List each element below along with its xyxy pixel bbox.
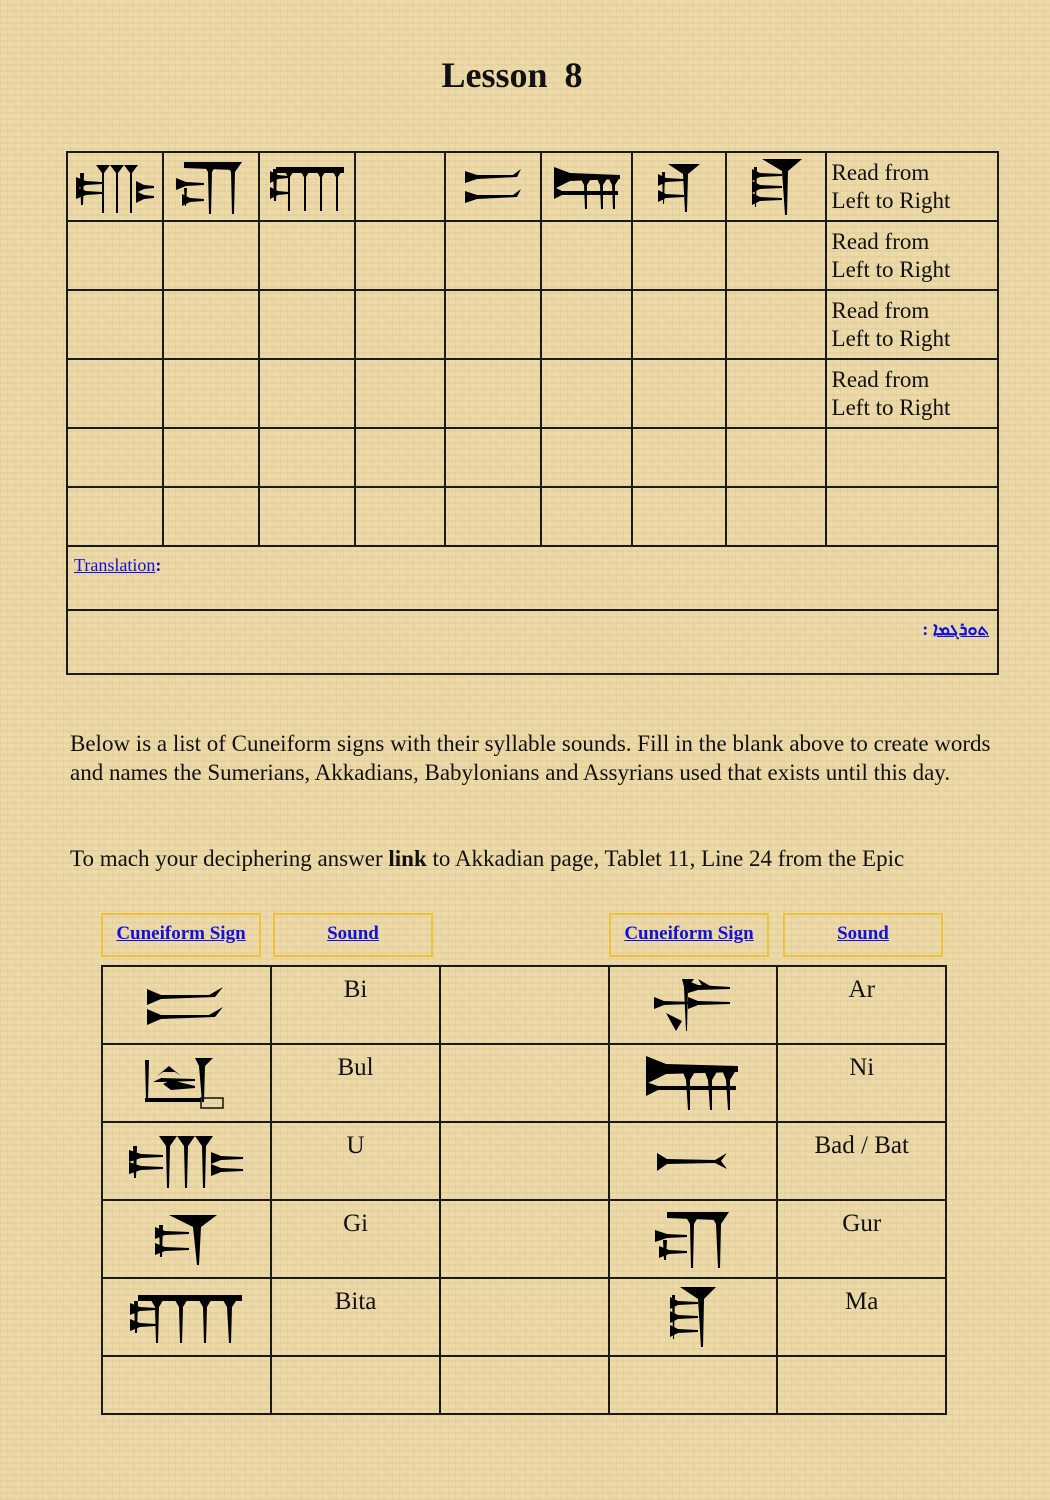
grid-cell[interactable] xyxy=(163,290,259,359)
grid-cell[interactable] xyxy=(632,428,726,487)
syriac-translation-link[interactable]: ܬܘܪܓܡܐ xyxy=(932,619,989,639)
translation-row[interactable] xyxy=(67,546,998,610)
header-cuneiform-sign-right[interactable] xyxy=(609,913,769,957)
spacer-cell xyxy=(440,966,608,1044)
grid-cell[interactable] xyxy=(541,359,632,428)
grid-cell[interactable] xyxy=(445,428,541,487)
translation-link[interactable]: Translation xyxy=(74,555,156,575)
syriac-colon: : xyxy=(922,619,929,639)
empty-cell xyxy=(440,1356,608,1414)
grid-cell[interactable] xyxy=(541,290,632,359)
sound-cell: Gur xyxy=(777,1200,946,1278)
grid-cell[interactable] xyxy=(355,359,446,428)
grid-cell[interactable] xyxy=(541,428,632,487)
syriac-translation-row[interactable] xyxy=(67,610,998,674)
grid-cell[interactable] xyxy=(67,221,163,290)
sign-cell xyxy=(609,1278,778,1356)
grid-cell xyxy=(726,152,826,221)
grid-cell[interactable] xyxy=(726,487,826,546)
table-row xyxy=(102,1356,946,1414)
cuneiform-sign-link[interactable]: Cuneiform Sign xyxy=(116,923,246,944)
grid-cell[interactable] xyxy=(632,221,726,290)
header-cuneiform-sign-left[interactable] xyxy=(101,913,261,957)
sign-cell xyxy=(609,1044,778,1122)
grid-cell[interactable] xyxy=(163,359,259,428)
table-row xyxy=(102,966,946,1044)
sound-cell: U xyxy=(271,1122,441,1200)
grid-cell[interactable] xyxy=(259,428,355,487)
table-row xyxy=(102,1044,946,1122)
grid-cell[interactable] xyxy=(163,487,259,546)
sound-link[interactable]: Sound xyxy=(837,923,889,944)
grid-cell[interactable] xyxy=(726,221,826,290)
grid-cell[interactable] xyxy=(826,487,998,546)
grid-cell[interactable] xyxy=(632,487,726,546)
sound-cell: Ni xyxy=(777,1044,946,1122)
grid-cell[interactable] xyxy=(67,290,163,359)
sound-cell: Ar xyxy=(777,966,946,1044)
cuneiform-ma-icon xyxy=(668,1285,718,1349)
grid-cell[interactable] xyxy=(355,221,446,290)
grid-cell[interactable] xyxy=(67,487,163,546)
cuneiform-bi-icon xyxy=(463,165,523,209)
cuneiform-bad-icon xyxy=(655,1149,731,1173)
grid-cell[interactable] xyxy=(632,290,726,359)
sign-cell xyxy=(102,966,271,1044)
grid-cell[interactable] xyxy=(726,428,826,487)
sign-cell xyxy=(102,1122,271,1200)
sign-cell xyxy=(102,1200,271,1278)
read-direction-label: Read from Left to Right xyxy=(826,221,998,290)
cuneiform-sign-link[interactable]: Cuneiform Sign xyxy=(624,923,754,944)
spacer-cell xyxy=(440,1044,608,1122)
sign-cell xyxy=(609,966,778,1044)
page-title: Lesson 8 xyxy=(441,55,583,95)
grid-cell[interactable] xyxy=(163,428,259,487)
answer-text-before: To mach your deciphering answer xyxy=(70,846,389,871)
read-direction-label: Read from Left to Right xyxy=(826,290,998,359)
grid-cell[interactable] xyxy=(445,221,541,290)
cuneiform-bul-icon xyxy=(141,1052,231,1114)
sign-cell xyxy=(102,1278,271,1356)
grid-cell xyxy=(632,152,726,221)
grid-cell xyxy=(259,152,355,221)
sign-cell xyxy=(609,1200,778,1278)
cuneiform-gi-icon xyxy=(654,160,704,214)
translation-colon: : xyxy=(155,555,162,575)
cuneiform-bi-icon xyxy=(145,985,227,1025)
header-sound-left[interactable] xyxy=(273,913,433,957)
grid-cell[interactable] xyxy=(826,428,998,487)
grid-cell xyxy=(67,152,163,221)
spacer-cell xyxy=(440,1278,608,1356)
table-row xyxy=(102,1122,946,1200)
grid-cell[interactable] xyxy=(355,428,446,487)
grid-cell xyxy=(163,152,259,221)
cuneiform-ni-icon xyxy=(644,1054,742,1112)
grid-cell[interactable] xyxy=(355,487,446,546)
sound-cell: Ma xyxy=(777,1278,946,1356)
sound-link[interactable]: Sound xyxy=(327,923,379,944)
answer-text-after: to Akkadian page, Tablet 11, Line 24 from the Epic xyxy=(426,846,905,871)
cuneiform-gur-icon xyxy=(653,1208,733,1270)
empty-cell xyxy=(609,1356,778,1414)
cuneiform-bita-icon xyxy=(268,161,346,213)
cuneiform-ma-icon xyxy=(748,157,804,217)
cuneiform-ni-icon xyxy=(552,163,622,211)
grid-cell[interactable] xyxy=(541,487,632,546)
read-direction-label: Read from Left to Right xyxy=(826,152,998,221)
table-row xyxy=(102,1200,946,1278)
grid-cell[interactable] xyxy=(726,290,826,359)
empty-cell xyxy=(271,1356,441,1414)
spacer-cell xyxy=(440,1200,608,1278)
grid-cell[interactable] xyxy=(259,359,355,428)
sound-cell: Bul xyxy=(271,1044,441,1122)
grid-cell[interactable] xyxy=(445,487,541,546)
grid-cell xyxy=(541,152,632,221)
grid-cell xyxy=(355,152,446,221)
grid-cell[interactable] xyxy=(163,221,259,290)
grid-cell[interactable] xyxy=(445,290,541,359)
read-direction-label: Read from Left to Right xyxy=(826,359,998,428)
cuneiform-u-icon xyxy=(127,1132,245,1190)
cuneiform-gi-icon xyxy=(153,1211,219,1267)
cuneiform-u-icon xyxy=(74,159,156,215)
grid-cell[interactable] xyxy=(259,221,355,290)
answer-link-paragraph xyxy=(70,845,995,874)
sound-cell: Bi xyxy=(271,966,441,1044)
header-sound-right[interactable] xyxy=(783,913,943,957)
grid-cell[interactable] xyxy=(541,221,632,290)
sign-cell xyxy=(609,1122,778,1200)
cuneiform-gur-icon xyxy=(174,158,248,216)
grid-cell xyxy=(445,152,541,221)
sign-reference-table xyxy=(101,965,947,1415)
akkadian-page-link[interactable]: link xyxy=(388,846,427,871)
lesson-grid xyxy=(66,151,999,675)
instructions-paragraph: Below is a list of Cuneiform signs with their syllable sounds. Fill in the blank above to create words and names the Sumerians, Akkadians, Babylonians and Assyrians used that exists until this day. xyxy=(70,731,991,785)
empty-cell xyxy=(102,1356,271,1414)
cuneiform-bita-icon xyxy=(128,1289,244,1345)
table-row xyxy=(102,1278,946,1356)
sign-cell xyxy=(102,1044,271,1122)
sound-cell: Bad / Bat xyxy=(777,1122,946,1200)
grid-cell[interactable] xyxy=(67,359,163,428)
empty-cell xyxy=(777,1356,946,1414)
grid-cell[interactable] xyxy=(726,359,826,428)
sound-cell: Bita xyxy=(271,1278,441,1356)
grid-cell[interactable] xyxy=(259,487,355,546)
cuneiform-ar-icon xyxy=(652,977,734,1033)
grid-cell[interactable] xyxy=(355,290,446,359)
grid-cell[interactable] xyxy=(445,359,541,428)
grid-cell[interactable] xyxy=(259,290,355,359)
grid-cell[interactable] xyxy=(632,359,726,428)
spacer-cell xyxy=(440,1122,608,1200)
sound-cell: Gi xyxy=(271,1200,441,1278)
grid-cell[interactable] xyxy=(67,428,163,487)
